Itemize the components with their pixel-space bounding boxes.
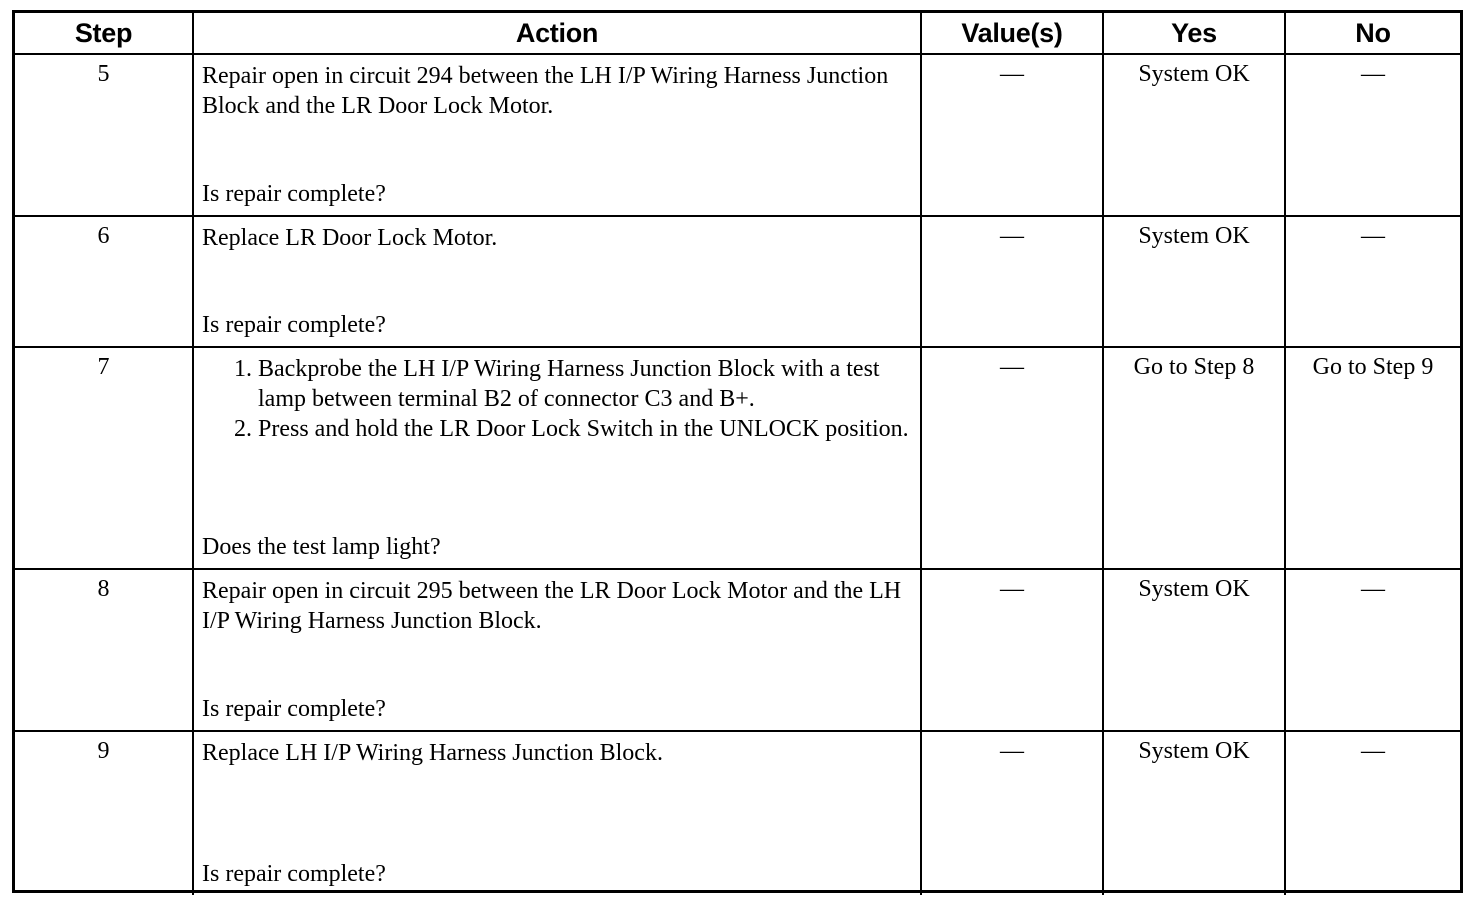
diagnostic-steps-table <box>15 13 1460 895</box>
action-question: Is repair complete? <box>202 696 386 722</box>
table-row-step-7 <box>15 347 1460 569</box>
action-cell <box>193 347 921 569</box>
value-cell: — <box>921 569 1103 731</box>
yes-result: System OK <box>1103 54 1285 216</box>
no-result: Go to Step 9 <box>1285 347 1460 569</box>
diagnostic-table-frame <box>12 10 1463 893</box>
yes-result: System OK <box>1103 731 1285 895</box>
step-number: 6 <box>15 216 193 347</box>
action-question: Is repair complete? <box>202 861 386 887</box>
action-cell <box>193 731 921 895</box>
table-row-step-6 <box>15 216 1460 347</box>
step-number: 7 <box>15 347 193 569</box>
table-row-step-9 <box>15 731 1460 895</box>
yes-result: System OK <box>1103 216 1285 347</box>
header-action: Action <box>193 13 921 54</box>
value-cell: — <box>921 216 1103 347</box>
yes-result: System OK <box>1103 569 1285 731</box>
action-cell <box>193 54 921 216</box>
action-question: Does the test lamp light? <box>202 534 441 560</box>
action-question: Is repair complete? <box>202 312 386 338</box>
substep-item: 2. Press and hold the LR Door Lock Switch in the UNLOCK position. <box>258 414 910 444</box>
value-cell: — <box>921 731 1103 895</box>
header-values: Value(s) <box>921 13 1103 54</box>
action-text: Repair open in circuit 295 between the LR Door Lock Motor and the LH I/P Wiring Harness Junction Block. <box>202 578 902 634</box>
header-row <box>15 13 1460 54</box>
substep-item: 1. Backprobe the LH I/P Wiring Harness Junction Block with a test lamp between terminal B2 of connector C3 and B+. <box>258 354 910 414</box>
step-number: 9 <box>15 731 193 895</box>
action-question: Is repair complete? <box>202 181 386 207</box>
yes-result: Go to Step 8 <box>1103 347 1285 569</box>
no-result: — <box>1285 731 1460 895</box>
header-yes: Yes <box>1103 13 1285 54</box>
action-text: Replace LR Door Lock Motor. <box>202 225 498 251</box>
header-step: Step <box>15 13 193 54</box>
action-cell <box>193 216 921 347</box>
header-no: No <box>1285 13 1460 54</box>
action-text: Replace LH I/P Wiring Harness Junction Block. <box>202 740 663 766</box>
value-cell: — <box>921 54 1103 216</box>
no-result: — <box>1285 569 1460 731</box>
action-cell <box>193 569 921 731</box>
step-number: 8 <box>15 569 193 731</box>
table-row-step-8 <box>15 569 1460 731</box>
no-result: — <box>1285 216 1460 347</box>
action-text: Repair open in circuit 294 between the LH I/P Wiring Harness Junction Block and the LR Door Lock Motor. <box>202 63 889 119</box>
substep-list <box>202 354 910 444</box>
value-cell: — <box>921 347 1103 569</box>
table-row-step-5 <box>15 54 1460 216</box>
no-result: — <box>1285 54 1460 216</box>
step-number: 5 <box>15 54 193 216</box>
